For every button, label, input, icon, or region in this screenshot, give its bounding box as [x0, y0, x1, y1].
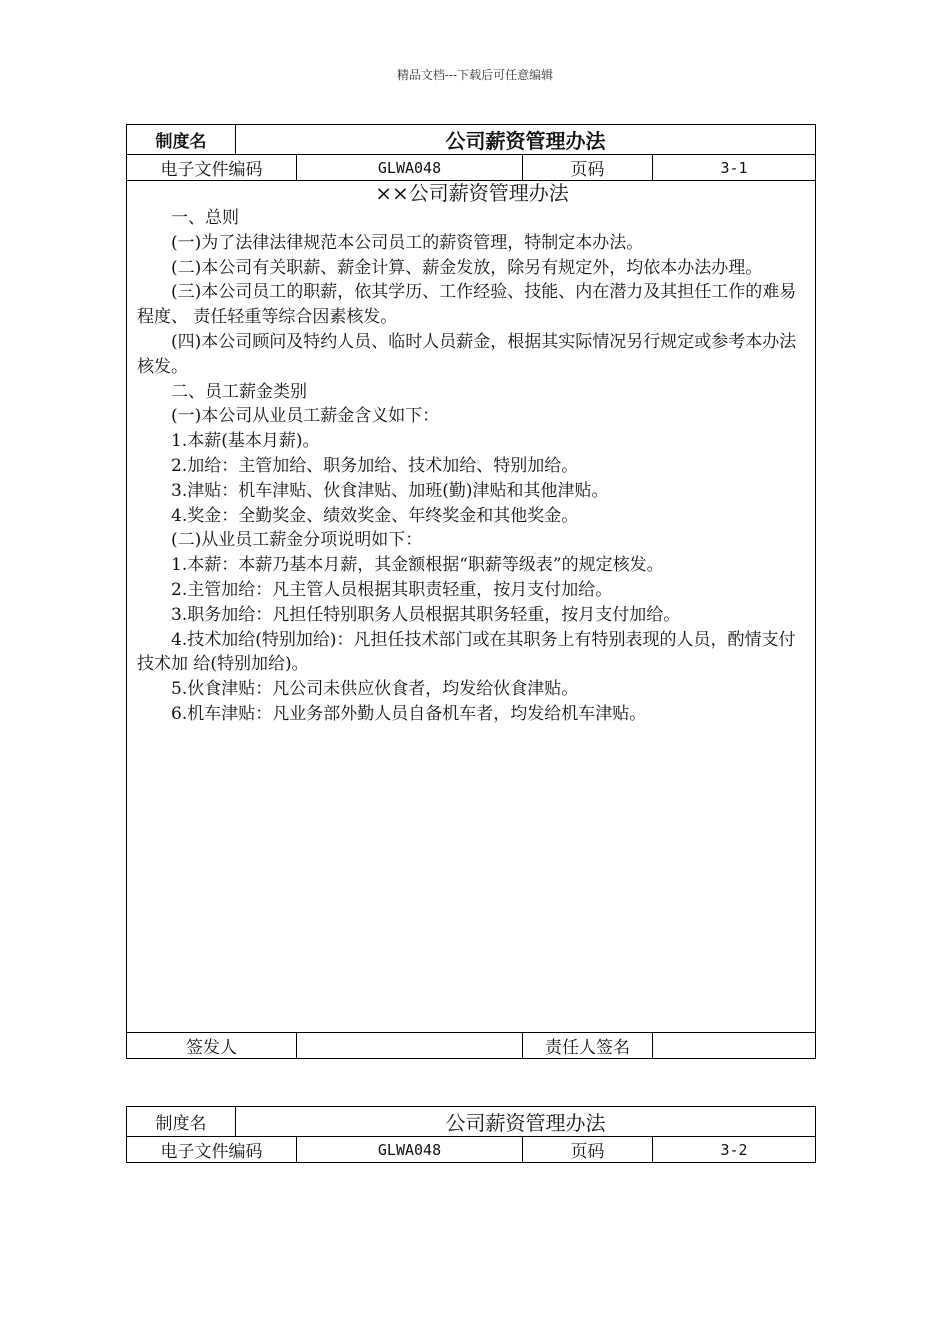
page-number-value: 3-1	[653, 155, 816, 181]
paragraph: (二)本公司有关职薪、薪金计算、薪金发放，除另有规定外，均依本办法办理。	[171, 257, 763, 278]
file-code-label: 电子文件编码	[127, 155, 297, 181]
list-item: 6.机车津贴：凡业务部外勤人员自备机车者，均发给机车津贴。	[171, 703, 647, 724]
section-heading-general: 一、总则	[171, 208, 239, 228]
issuer-field[interactable]	[297, 1033, 523, 1059]
document-heading: ××公司薪资管理办法	[375, 181, 569, 205]
policy-title: 公司薪资管理办法	[236, 125, 816, 155]
issuer-label: 签发人	[127, 1033, 297, 1059]
list-item: 2.主管加给：凡主管人员根据其职责轻重，按月支付加给。	[171, 579, 613, 600]
policy-content	[127, 181, 816, 1033]
policy-name-label: 制度名	[127, 125, 236, 155]
responsible-signature-label: 责任人签名	[523, 1033, 653, 1059]
list-item: 1.本薪(基本月薪)。	[171, 431, 320, 452]
paragraph: (二)从业员工薪金分项说明如下：	[171, 530, 423, 551]
paragraph: (三)本公司员工的职薪，依其学历、工作经验、技能、内在潜力及其担任工作的难易程度、 责任轻重等综合因素核发。	[137, 282, 797, 328]
list-item: 4.奖金：全勤奖金、绩效奖金、年终奖金和其他奖金。	[171, 505, 579, 526]
paragraph: (一)本公司从业员工薪金含义如下：	[171, 406, 440, 427]
header-watermark: 精品文档---下载后可任意编辑	[396, 68, 554, 82]
list-item: 5.伙食津贴：凡公司未供应伙食者，均发给伙食津贴。	[171, 679, 579, 700]
file-code-label: 电子文件编码	[127, 1137, 297, 1163]
policy-title: 公司薪资管理办法	[236, 1107, 816, 1137]
list-item: 4.技术加给(特别加给)：凡担任技术部门或在其职务上有特别表现的人员，酌情支付技术加 给(特别加给)。	[137, 629, 796, 675]
list-item: 1.本薪：本薪乃基本月薪，其金额根据“职薪等级表”的规定核发。	[171, 555, 664, 576]
page-number-label: 页码	[523, 1137, 653, 1163]
file-code-value: GLWA048	[297, 1137, 523, 1163]
page-number-label: 页码	[523, 155, 653, 181]
document-table-page-2	[126, 1106, 816, 1163]
file-code-value: GLWA048	[297, 155, 523, 181]
paragraph: (一)为了法律法律规范本公司员工的薪资管理，特制定本办法。	[171, 232, 644, 253]
list-item: 3.职务加给：凡担任特别职务人员根据其职务轻重，按月支付加给。	[171, 604, 681, 625]
document-table-page-1	[126, 124, 816, 1059]
page-number-value: 3-2	[653, 1137, 816, 1163]
responsible-signature-field[interactable]	[653, 1033, 816, 1059]
paragraph: (四)本公司顾问及特约人员、临时人员薪金，根据其实际情况另行规定或参考本办法核发。	[137, 331, 797, 377]
list-item: 3.津贴：机车津贴、伙食津贴、加班(勤)津贴和其他津贴。	[171, 480, 609, 501]
section-heading-salary-types: 二、员工薪金类别	[171, 381, 307, 402]
policy-name-label: 制度名	[127, 1107, 236, 1137]
list-item: 2.加给：主管加给、职务加给、技术加给、特别加给。	[171, 455, 579, 476]
